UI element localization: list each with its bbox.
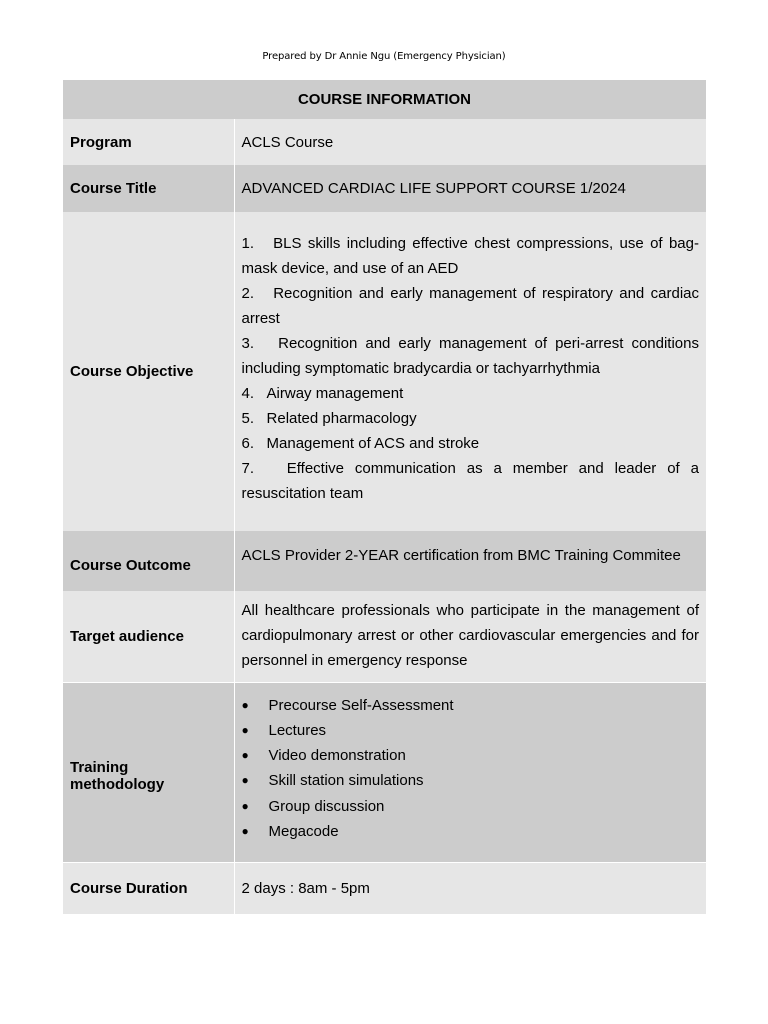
program-label: Program <box>63 119 234 165</box>
course-information-table <box>63 80 706 914</box>
course-duration-value: 2 days : 8am - 5pm <box>234 862 706 914</box>
training-methodology-row <box>63 682 706 862</box>
objectives-list <box>242 231 700 506</box>
course-title-row <box>63 165 706 212</box>
program-value: ACLS Course <box>234 119 706 165</box>
course-objective-row <box>63 212 706 531</box>
target-audience-label: Target audience <box>63 591 234 682</box>
bullet-icon: ● <box>241 748 249 763</box>
bullet-icon: ● <box>241 823 249 838</box>
course-title-label: Course Title <box>63 165 234 212</box>
course-title-value: ADVANCED CARDIAC LIFE SUPPORT COURSE 1/2024 <box>234 165 706 212</box>
prepared-by-note: Prepared by Dr Annie Ngu (Emergency Physician) <box>262 51 506 62</box>
target-audience-row <box>63 591 706 682</box>
course-outcome-label: Course Outcome <box>63 531 234 591</box>
methodology-list <box>242 693 700 845</box>
course-outcome-row <box>63 531 706 591</box>
list-item: 1. BLS skills including effective chest compressions, use of bag-mask device, and use of an AED <box>241 235 699 277</box>
list-item: ● Megacode <box>242 819 700 844</box>
list-item: 3. Recognition and early management of peri-arrest conditions including symptomatic bradycardia or tachyarrhythmia <box>241 335 699 377</box>
bullet-icon: ● <box>241 697 249 712</box>
bullet-icon: ● <box>241 722 249 737</box>
course-duration-row <box>63 862 706 914</box>
list-item: ● Group discussion <box>242 794 700 819</box>
list-item: 6. Management of ACS and stroke <box>241 435 480 452</box>
list-item: 5. Related pharmacology <box>241 410 417 427</box>
list-item: ● Lectures <box>242 718 700 743</box>
course-objective-label: Course Objective <box>63 212 234 531</box>
list-item: 7. Effective communication as a member and leader of a resuscitation team <box>241 460 699 502</box>
program-row <box>63 119 706 165</box>
list-item: 2. Recognition and early management of respiratory and cardiac arrest <box>241 285 699 327</box>
bullet-icon: ● <box>241 798 249 813</box>
bullet-icon: ● <box>241 773 249 788</box>
training-methodology-value <box>234 682 706 862</box>
list-item: ● Video demonstration <box>242 743 700 768</box>
target-audience-value: All healthcare professionals who participate in the management of cardiopulmonary arrest or other cardiovascular emergencies and for personnel in emergency response <box>234 591 706 682</box>
list-item: 4. Airway management <box>241 385 404 402</box>
course-duration-label: Course Duration <box>63 862 234 914</box>
training-methodology-label: Training methodology <box>63 682 234 862</box>
course-objective-value <box>234 212 706 531</box>
list-item: ● Skill station simulations <box>242 768 700 793</box>
list-item: ● Precourse Self-Assessment <box>242 693 700 718</box>
course-outcome-value: ACLS Provider 2-YEAR certification from BMC Training Commitee <box>234 531 706 591</box>
table-header: COURSE INFORMATION <box>63 80 706 119</box>
